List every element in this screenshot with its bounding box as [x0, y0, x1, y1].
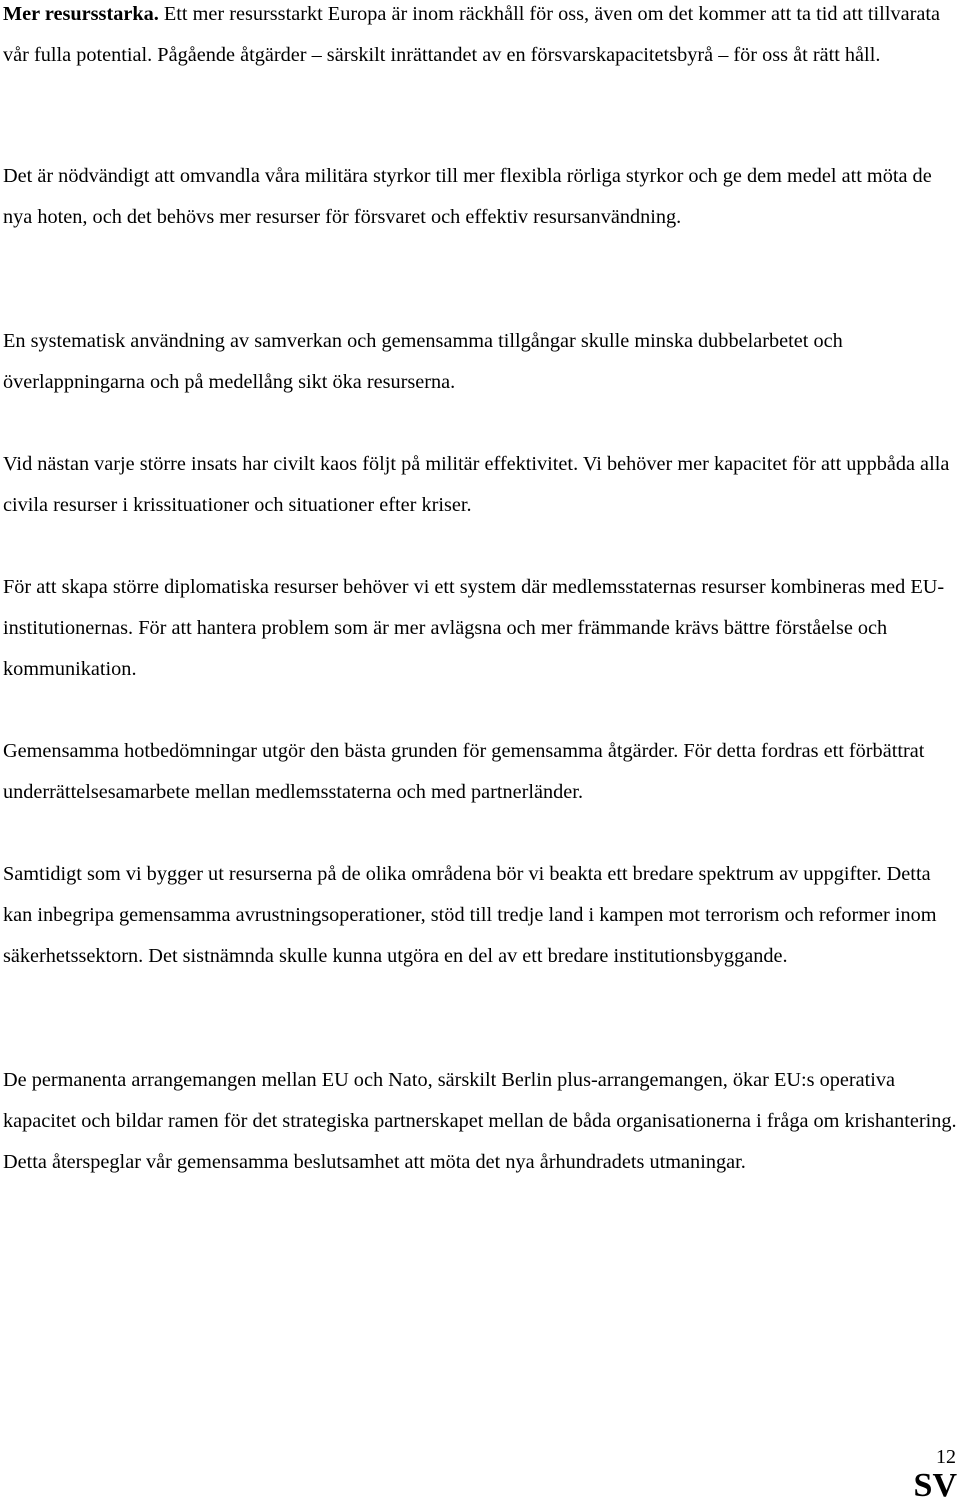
paragraph-text: Vid nästan varje större insats har civilt kaos följt på militär effektivitet. Vi behöver mer kapacitet för att uppbåda alla civila resurser i krissituationer och situationer efter kriser.: [3, 453, 950, 516]
paragraph-shared-assets: [3, 321, 958, 403]
paragraph-text: Samtidigt som vi bygger ut resurserna på de olika områdena bör vi beakta ett bredare spektrum av uppgifter. Detta kan inbegripa gemensamma avrustningsoperationer, stöd till tredje land i kampen mot terrorism och reformer inom säkerhetssektorn. Det sistnämnda skulle kunna utgöra en del av ett bredare institutionsbyggande.: [3, 863, 937, 967]
paragraph-text: Gemensamma hotbedömningar utgör den bästa grunden för gemensamma åtgärder. För detta fordras ett förbättrat underrättelsesamarbete mellan medlemsstaterna och med partnerländer.: [3, 740, 925, 803]
paragraph-text: Ett mer resursstarkt Europa är inom räckhåll för oss, även om det kommer att ta tid att tillvarata vår fulla potential. Pågående åtgärder – särskilt inrättandet av en försvarskapacitetsbyrå – för oss åt rätt håll.: [3, 3, 940, 66]
paragraph-broader-tasks: [3, 854, 958, 977]
paragraph-lead-heading: Mer resursstarka.: [3, 3, 159, 25]
paragraph-eu-nato-arrangements: [3, 1060, 958, 1183]
paragraph-mer-resursstarka: [3, 0, 958, 76]
language-code: SV: [913, 1467, 957, 1504]
page-number: 12: [936, 1446, 956, 1468]
paragraph-text: Det är nödvändigt att omvandla våra militära styrkor till mer flexibla rörliga styrkor och ge dem medel att möta de nya hoten, och det behövs mer resurser för försvaret och effektiv resursanvändning.: [3, 165, 932, 228]
paragraph-diplomatic-resources: [3, 567, 958, 690]
paragraph-threat-assessments: [3, 731, 958, 813]
paragraph-text: En systematisk användning av samverkan och gemensamma tillgångar skulle minska dubbelarbetet och överlappningarna och på medellång sikt öka resurserna.: [3, 330, 843, 393]
paragraph-civil-capacity: [3, 444, 958, 526]
paragraph-text: De permanenta arrangemangen mellan EU och Nato, särskilt Berlin plus-arrangemangen, ökar EU:s operativa kapacitet och bildar ramen för det strategiska partnerskapet mellan de båda organisationerna i fråga om krishantering. Detta återspeglar vår gemensamma beslutsamhet att möta det nya århundradets utmaningar.: [3, 1069, 957, 1173]
paragraph-text: För att skapa större diplomatiska resurser behöver vi ett system där medlemsstaternas resurser kombineras med EU-institutionernas. För att hantera problem som är mer avlägsna och mer främmande krävs bättre förståelse och kommunikation.: [3, 576, 945, 680]
paragraph-military-forces: [3, 156, 958, 238]
